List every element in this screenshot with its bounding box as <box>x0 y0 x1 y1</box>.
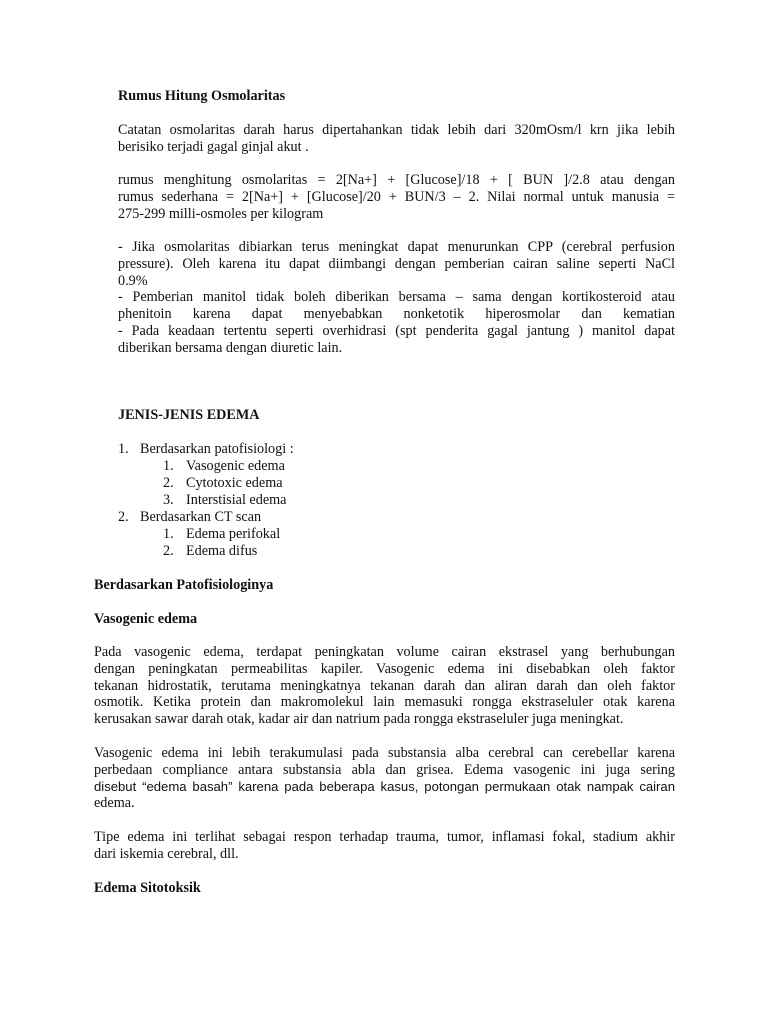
sublist-number: 1. <box>163 458 174 474</box>
sublist-item: Vasogenic edema <box>186 458 285 474</box>
rumus-paragraph <box>118 172 675 222</box>
sublist-number: 1. <box>163 526 174 542</box>
vasogenic-paragraph-3 <box>94 829 675 863</box>
paragraph-line: kerusakan sawar darah otak, kadar air dan natrium pada rongga ekstraseluler juga meningkat. <box>94 711 624 728</box>
paragraph-line: perbedaan compliance antara substansia abla dan grisea. Edema vasogenic ini juga sering <box>94 761 675 778</box>
note-line: 0.9% <box>118 272 148 289</box>
section-title-patofisiologi: Berdasarkan Patofisiologinya <box>94 577 274 593</box>
sublist-number: 2. <box>163 475 174 491</box>
rumus-line: rumus menghitung osmolaritas = 2[Na+] + [Glucose]/18 + [ BUN ]/2.8 atau dengan <box>118 172 675 188</box>
rumus-line: rumus sederhana = 2[Na+] + [Glucose]/20 + BUN/3 – 2. Nilai normal untuk manusia = <box>118 188 675 205</box>
note-line: - Pemberian manitol tidak boleh diberikan bersama – sama dengan kortikosteroid atau <box>118 289 675 306</box>
list-number: 2. <box>118 509 129 525</box>
paragraph-line: dari iskemia cerebral, dll. <box>94 845 239 862</box>
paragraph-line: Tipe edema ini terlihat sebagai respon terhadap trauma, tumor, inflamasi fokal, stadium akhir <box>94 829 675 845</box>
list-item: Berdasarkan patofisiologi : <box>140 441 294 457</box>
paragraph-line: Vasogenic edema ini lebih terakumulasi pada substansia alba cerebral can cerebellar karena <box>94 745 675 761</box>
note-line: phenitoin karena dapat menyebabkan nonketotik hiperosmolar dan kematian <box>118 306 675 323</box>
paragraph-line: osmotik. Ketika protein dan makromolekul lain memasuki rongga ekstraseluler otak karena <box>94 694 675 711</box>
sublist-number: 3. <box>163 492 174 508</box>
sublist-number: 2. <box>163 543 174 559</box>
rumus-line: 275-299 milli-osmoles per kilogram <box>118 205 324 222</box>
note-line: diberikan bersama dengan diuretic lain. <box>118 339 343 356</box>
sublist-item: Edema perifokal <box>186 526 281 542</box>
note-line: - Jika osmolaritas dibiarkan terus meningkat dapat menurunkan CPP (cerebral perfusion <box>118 239 675 255</box>
notes-paragraph <box>118 239 675 357</box>
catatan-paragraph <box>118 122 675 156</box>
catatan-line: berisiko terjadi gagal ginjal akut . <box>118 138 309 155</box>
paragraph-line: dengan peningkatan permeabilitas kapiler. Vasogenic edema ini disebabkan oleh faktor <box>94 660 675 677</box>
paragraph-line: Pada vasogenic edema, terdapat peningkatan volume cairan ekstrasel yang berhubungan <box>94 644 675 660</box>
paragraph-line: tekanan hidrostatik, terutama meningkatnya tekanan darah dan aliran darah dan oleh faktor <box>94 677 675 694</box>
catatan-line: Catatan osmolaritas darah harus dipertahankan tidak lebih dari 320mOsm/l krn jika lebih <box>118 122 675 138</box>
paragraph-line: edema. <box>94 795 135 812</box>
vasogenic-paragraph-2 <box>94 745 675 812</box>
list-number: 1. <box>118 441 129 457</box>
subsection-title-sitotoksik: Edema Sitotoksik <box>94 880 201 896</box>
sublist-item: Cytotoxic edema <box>186 475 283 491</box>
paragraph-line: disebut “edema basah” karena pada beberapa kasus, potongan permukaan otak nampak cairan <box>94 778 675 794</box>
vasogenic-paragraph-1 <box>94 644 675 728</box>
sublist-item: Edema difus <box>186 543 258 559</box>
subsection-title-vasogenic: Vasogenic edema <box>94 611 198 627</box>
note-line: pressure). Oleh karena itu dapat diimbangi dengan pemberian cairan saline seperti NaCl <box>118 255 675 272</box>
note-line: - Pada keadaan tertentu seperti overhidrasi (spt penderita gagal jantung ) manitol dapat <box>118 322 675 339</box>
section-title-osmolaritas: Rumus Hitung Osmolaritas <box>118 88 286 104</box>
list-item: Berdasarkan CT scan <box>140 509 262 525</box>
sublist-item: Interstisial edema <box>186 492 287 508</box>
section-title-jenis: JENIS-JENIS EDEMA <box>118 407 260 423</box>
